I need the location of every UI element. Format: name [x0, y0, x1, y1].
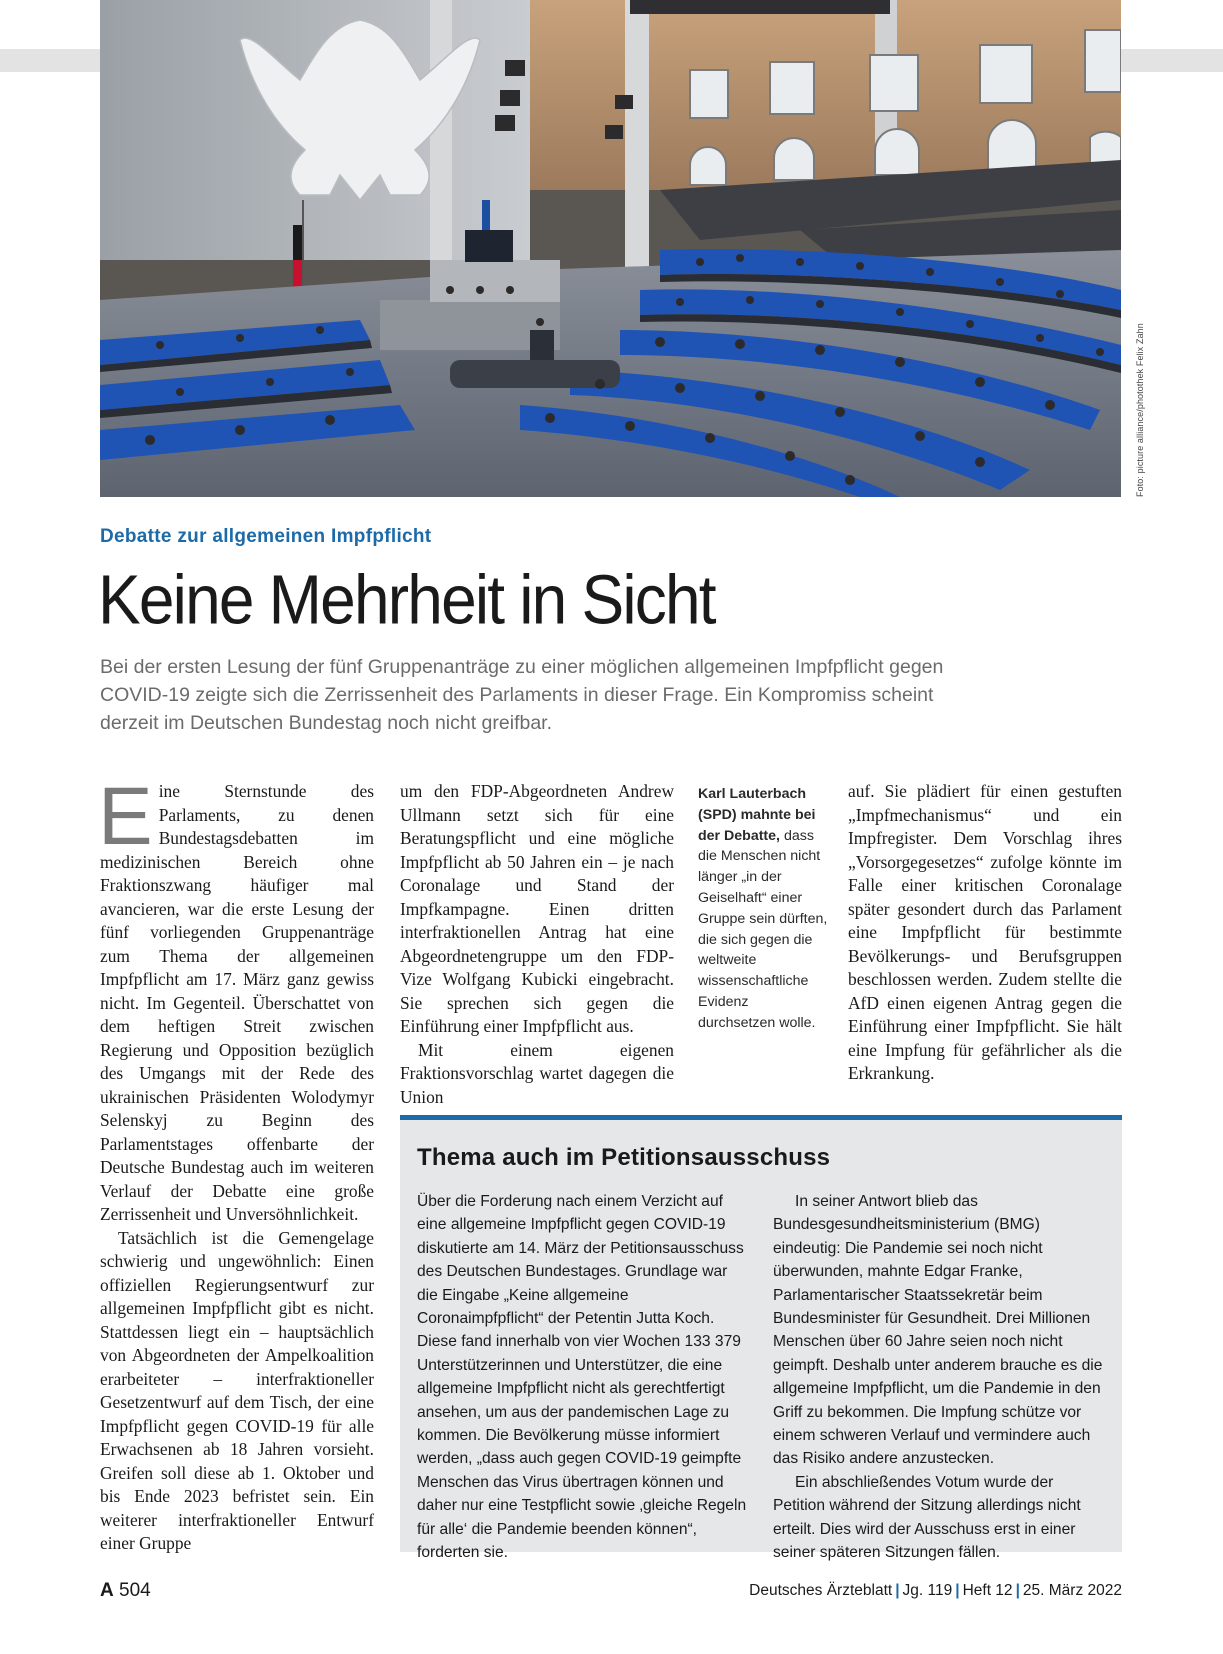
- journal-footer: Deutsches Ärzteblatt | Jg. 119 | Heft 12 | 25. März 2022: [749, 1582, 1122, 1599]
- info-box-paragraph: Über die Forderung nach einem Verzicht auf eine allgemeine Impfpflicht gegen COVID-19 diskutierte am 14. März der Petitionsausschuss des Deutschen Bundestages. Grundlage war die Eingabe „Keine allgemeine Coronaimpfpflicht“ der Petentin Jutta Koch. Diese fand innerhalb von vier Wochen 133 379 Unterstützerinnen und Unterstützer, die eine allgemeine Impfpflicht nicht als gerechtfertigt ansehen, um aus der pandemischen Lage zu kommen. Die Bevölkerung müsse informiert werden, „dass auch gegen COVID-19 geimpfte Menschen das Virus übertragen können und daher nur eine Testpflicht sowie ‚gleiche Regeln für alle‘ die Pandemie beenden können“, forderten sie.: [417, 1193, 747, 1562]
- info-box-paragraph: In seiner Antwort blieb das Bundesgesundheitsministerium (BMG) eindeutig: Die Pandemie sei noch nicht überwunden, mahnte Edgar Franke, Parlamentarischer Staatssekretär beim Bundesminister für Gesundheit. Drei Millionen Menschen über 60 Jahre seien noch nicht geimpft. Deshalb unter anderem brauche es die allgemeine Impfpflicht, um die Pandemie in den Griff zu bekommen. Die Impfung schütze vor einem schweren Verlauf und vermindere auch das Risiko andere anzustecken.: [773, 1193, 1103, 1468]
- article-paragraph: auf. Sie plädiert für einen gestuften „Impfmechanismus“ und ein Impfregister. Dem Vorschlag ihres „Vorsorgegesetzes“ zufolge könnte im Falle einer kritischen Coronalage später gesondert durch das Parlament eine Impfpflicht für bestimmte Bevölkerungs- und Berufsgruppen beschlossen werden. Zudem stellte die AfD einen eigenen Antrag gegen die Einführung einer Impfpflicht. Sie hält eine Impfung für gefährlicher als die Erkrankung.: [848, 781, 1122, 1083]
- drop-cap: E: [98, 771, 153, 862]
- article-column-1: [98, 771, 374, 1556]
- info-box-title: Thema auch im Petitionsausschuss: [417, 1144, 831, 1171]
- pull-quote-text: dass die Menschen nicht länger „in der Geiselhaft“ einer Gruppe sein dürften, die sich gegen die weltweite wissenschaftliche Evidenz durchsetzen wolle.: [698, 827, 828, 1031]
- journal-issue: Heft 12: [962, 1582, 1013, 1599]
- article-column-4: [848, 780, 1122, 1086]
- journal-name: Deutsches Ärzteblatt: [749, 1582, 893, 1599]
- article-paragraph: Mit einem eigenen Fraktionsvorschlag wartet dagegen die Union: [400, 1039, 674, 1107]
- journal-volume: Jg. 119: [902, 1582, 953, 1599]
- info-box-column-1: [417, 1190, 751, 1565]
- page-number: A 504: [100, 1580, 151, 1601]
- photo-credit: Foto: picture alliance/photothek Felix Zahn: [1135, 323, 1145, 497]
- article-paragraph: Tatsächlich ist die Gemengelage schwierig und ungewöhnlich: Einen offiziellen Regierungsentwurf zur allgemeinen Impfpflicht gibt es nicht. Stattdessen liegt ein – hauptsächlich von Abgeordneten der Ampelkoalition erarbeiteter – interfraktioneller Gesetzentwurf auf dem Tisch, der eine Impfpflicht gegen COVID-19 für alle Erwachsenen ab 18 Jahren vorsieht. Greifen soll diese ab 1. Oktober und bis Ende 2023 befristet sein. Ein weiterer interfraktioneller Entwurf einer Gruppe: [100, 1227, 374, 1553]
- article-paragraph: Eine Sternstunde des Parlaments, zu denen Bundestagsdebatten im medizinischen Bereich ohne Fraktionszwang häufiger mal avancieren, war die erste Lesung der fünf vorliegenden Gruppenanträge zum Thema der allgemeinen Impfpflicht am 17. März ganz gewiss nicht. Im Gegenteil. Überschattet von dem heftigen Streit zwischen Regierung und Opposition bezüglich des Umgangs mit der Rede des ukrainischen Präsidenten Wolodymyr Selenskyj zu Beginn des Parlamentstages offenbarte der Deutsche Bundestag auch im weiteren Verlauf der Debatte eine große Zerrissenheit und Unversöhnlichkeit.: [98, 771, 374, 1224]
- article-kicker: Debatte zur allgemeinen Impfpflicht: [100, 526, 432, 547]
- article-lead: Bei der ersten Lesung der fünf Gruppenanträge zu einer möglichen allgemeinen Impfpflicht gegen COVID-19 zeigte sich die Zerrissenheit des Parlaments in dieser Frage. Ein Kompromiss scheint derzeit im Deutschen Bundestag noch nicht greifbar.: [100, 656, 944, 734]
- info-box: [400, 1115, 1122, 1562]
- journal-date: 25. März 2022: [1022, 1582, 1122, 1599]
- article-paragraph: um den FDP-Abgeordneten Andrew Ullmann setzt sich für eine Beratungspflicht und eine mögliche Impfpflicht ab 50 Jahren ein – je nach Coronalage und Stand der Impfkampagne. Einen dritten interfraktionellen Antrag hat eine Abgeordnetengruppe um den FDP-Vize Wolfgang Kubicki eingebracht. Sie sprechen sich gegen die Einführung einer Impfpflicht aus.: [400, 781, 674, 1036]
- info-box-column-2: [773, 1190, 1107, 1565]
- pull-quote: [698, 784, 828, 1034]
- article-headline: Keine Mehrheit in Sicht: [98, 561, 715, 639]
- info-box-paragraph: Ein abschließendes Votum wurde der Petition während der Sitzung allerdings nicht erteilt. Dies wird der Ausschuss erst in einer seiner späteren Sitzungen fällen.: [773, 1473, 1081, 1562]
- article-column-2: [400, 780, 674, 1109]
- pull-quote-bold: Karl Lauterbach (SPD) mahnte bei der Debatte,: [698, 786, 816, 844]
- bundestag-plenary-photo: [100, 0, 1121, 497]
